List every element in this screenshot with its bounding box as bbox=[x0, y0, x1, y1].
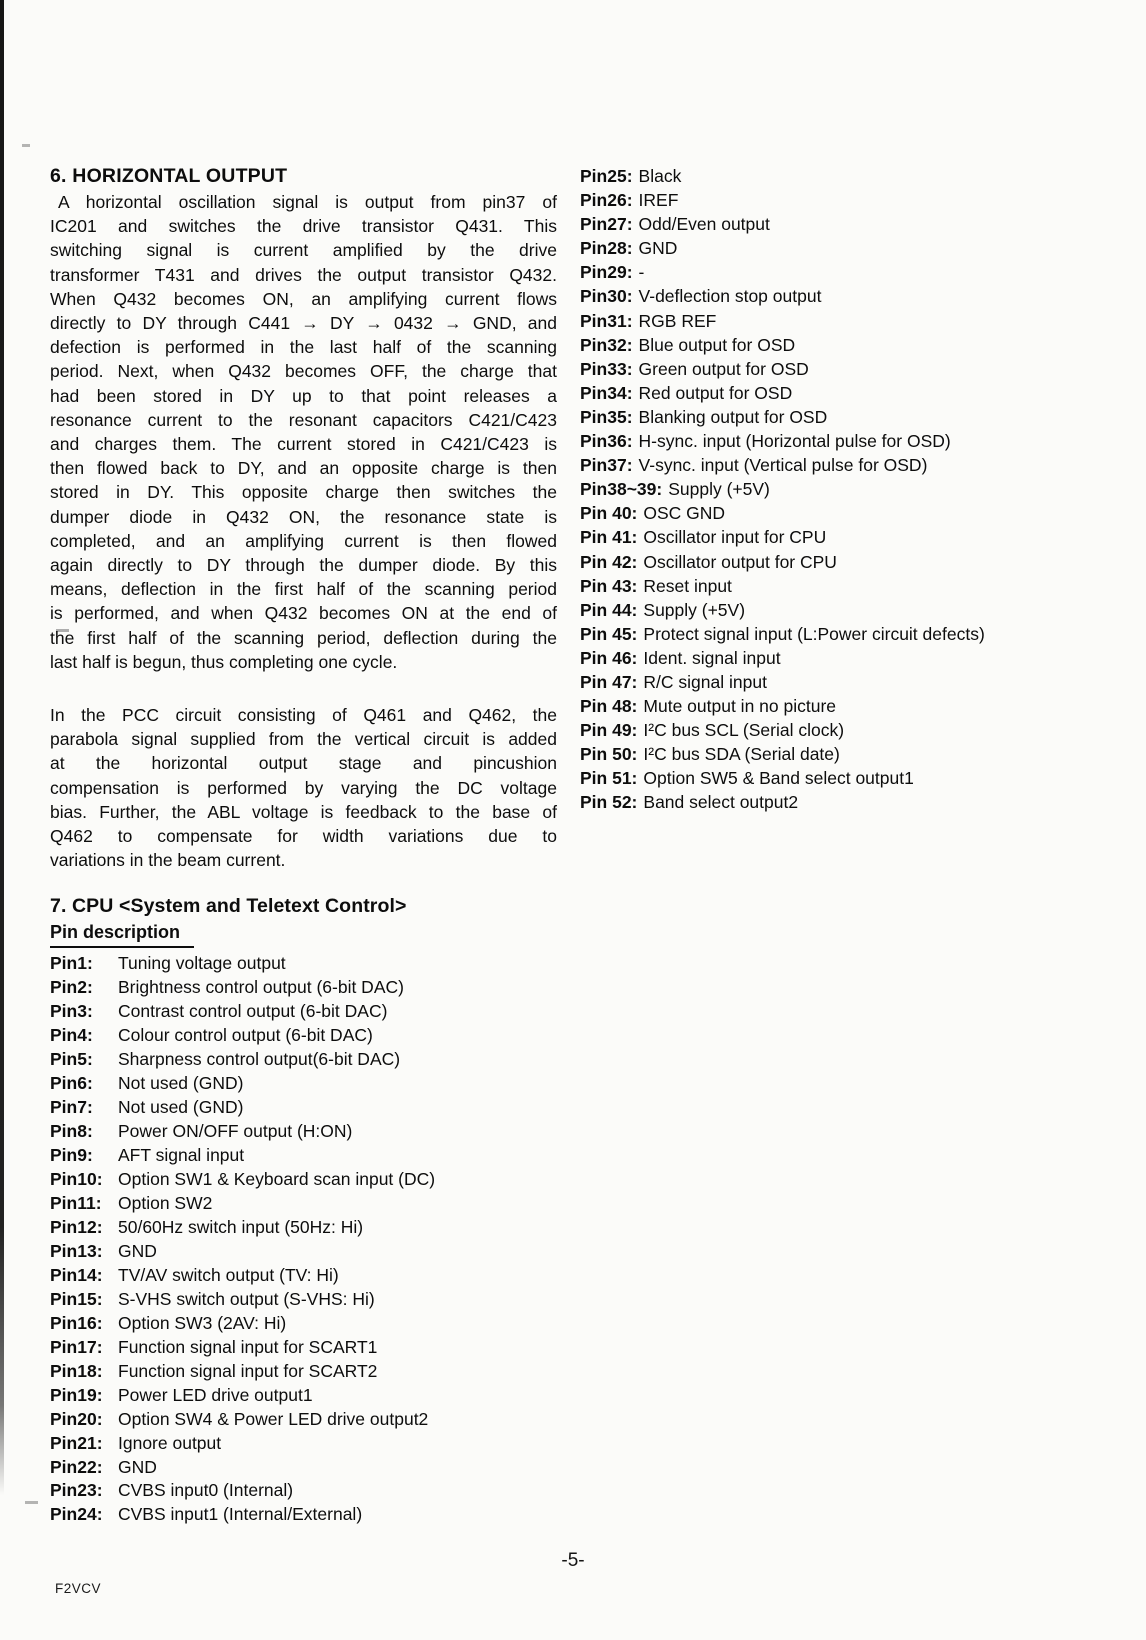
pin-description: Option SW1 & Keyboard scan input (DC) bbox=[118, 1169, 436, 1190]
text-line: variations in the beam current. bbox=[50, 850, 286, 871]
pin-description: Red output for OSD bbox=[638, 382, 793, 403]
pin-row bbox=[580, 284, 1140, 308]
pin-label: Pin11: bbox=[50, 1193, 102, 1214]
pin-row bbox=[580, 429, 1140, 453]
pin-description: Oscillator output for CPU bbox=[643, 551, 837, 572]
pin-description-subheading: Pin description bbox=[50, 919, 194, 948]
text-line: had been stored in DY up to that point releases a bbox=[50, 385, 557, 406]
section-6-paragraph-1 bbox=[50, 190, 557, 674]
pin-label: Pin20: bbox=[50, 1408, 103, 1429]
pin-description: H-sync. input (Horizontal pulse for OSD) bbox=[638, 431, 951, 452]
text-line: directly to DY through C441 → DY → 0432 → GND, and bbox=[50, 313, 557, 334]
pin-row bbox=[580, 309, 1140, 333]
pin-row bbox=[580, 333, 1140, 357]
pin-label: Pin2: bbox=[50, 977, 93, 998]
pin-description: Black bbox=[638, 166, 682, 186]
pin-row bbox=[580, 670, 1140, 694]
pin-row bbox=[50, 976, 557, 1000]
pin-row bbox=[580, 766, 1140, 790]
pin-label: Pin 51: bbox=[580, 768, 638, 789]
page-number: -5- bbox=[561, 1550, 585, 1571]
pin-description: R/C signal input bbox=[643, 671, 767, 692]
pin-label: Pin10: bbox=[50, 1169, 103, 1190]
pin-list-left bbox=[50, 952, 557, 1527]
pin-label: Pin35: bbox=[580, 406, 633, 427]
pin-row bbox=[580, 550, 1140, 574]
pin-label: Pin24: bbox=[50, 1504, 103, 1525]
text-line: In the PCC circuit consisting of Q461 and Q462, the bbox=[50, 705, 557, 726]
section-6-heading: 6. HORIZONTAL OUTPUT bbox=[50, 165, 288, 187]
pin-row bbox=[580, 477, 1140, 501]
pin-label: Pin30: bbox=[580, 286, 633, 307]
pin-description: Supply (+5V) bbox=[643, 599, 746, 620]
pin-label: Pin 52: bbox=[580, 792, 638, 813]
pin-label: Pin25: bbox=[580, 166, 633, 186]
text-line: completed, and an amplifying current is then flowed bbox=[50, 530, 557, 551]
pin-row bbox=[50, 1096, 557, 1120]
pin-description: Reset input bbox=[643, 575, 732, 596]
pin-description: I²C bus SCL (Serial clock) bbox=[643, 720, 845, 741]
pin-label: Pin14: bbox=[50, 1264, 103, 1285]
pin-label: Pin29: bbox=[580, 262, 633, 283]
pin-label: Pin 45: bbox=[580, 623, 638, 644]
pin-label: Pin27: bbox=[580, 214, 633, 235]
text-line: and charges them. The current stored in C421/C423 is bbox=[50, 434, 557, 455]
pin-row bbox=[50, 1240, 557, 1264]
pin-label: Pin4: bbox=[50, 1025, 93, 1046]
pin-row bbox=[50, 1479, 557, 1503]
pin-row bbox=[580, 260, 1140, 284]
pin-row bbox=[580, 381, 1140, 405]
pin-row bbox=[50, 1192, 557, 1216]
pin-row bbox=[50, 1048, 557, 1072]
pin-description-subheading-wrap bbox=[50, 919, 557, 948]
pin-row bbox=[580, 646, 1140, 670]
text-line: means, deflection in the first half of the scanning period bbox=[50, 579, 557, 600]
pin-label: Pin6: bbox=[50, 1073, 93, 1094]
text-line: compensation is performed by varying the DC voltage bbox=[50, 777, 557, 798]
pin-row bbox=[580, 574, 1140, 598]
pin-description: Colour control output (6-bit DAC) bbox=[118, 1025, 373, 1046]
pin-row bbox=[580, 598, 1140, 622]
pin-description: I²C bus SDA (Serial date) bbox=[643, 744, 840, 765]
pin-description: Mute output in no picture bbox=[643, 696, 837, 717]
pin-label: Pin21: bbox=[50, 1432, 103, 1453]
pin-description: Brightness control output (6-bit DAC) bbox=[118, 977, 404, 998]
scan-speck bbox=[25, 1501, 38, 1504]
pin-label: Pin18: bbox=[50, 1360, 103, 1381]
text-line: the first half of the scanning period, deflection during the bbox=[50, 627, 557, 648]
pin-label: Pin33: bbox=[580, 358, 633, 379]
pin-label: Pin38~39: bbox=[580, 479, 663, 500]
text-line: bias. Further, the ABL voltage is feedback to the base of bbox=[50, 801, 557, 822]
pin-description: AFT signal input bbox=[118, 1145, 245, 1166]
pin-row bbox=[50, 1408, 557, 1432]
pin-description: Function signal input for SCART1 bbox=[118, 1336, 378, 1357]
text-line: switching signal is current amplified by the drive bbox=[50, 240, 557, 261]
pin-description: Not used (GND) bbox=[118, 1073, 244, 1094]
text-line: Q462 to compensate for width variations due to bbox=[50, 826, 557, 847]
pin-list-right bbox=[580, 164, 1140, 815]
pin-description: GND bbox=[118, 1240, 157, 1261]
pin-description: Ignore output bbox=[118, 1432, 222, 1453]
pin-row bbox=[580, 212, 1140, 236]
pin-label: Pin32: bbox=[580, 334, 633, 355]
pin-row bbox=[580, 525, 1140, 549]
pin-label: Pin7: bbox=[50, 1097, 93, 1118]
pin-description: Option SW5 & Band select output1 bbox=[643, 768, 914, 789]
text-line: When Q432 becomes ON, an amplifying current flows bbox=[50, 288, 557, 309]
pin-label: Pin12: bbox=[50, 1216, 103, 1237]
pin-description: Sharpness control output(6-bit DAC) bbox=[118, 1049, 401, 1070]
pin-label: Pin 48: bbox=[580, 696, 638, 717]
text-line: again directly to DY through the dumper diode. By this bbox=[50, 555, 557, 576]
pin-label: Pin3: bbox=[50, 1001, 93, 1022]
text-line: dumper diode in Q432 ON, the resonance state is bbox=[50, 506, 557, 527]
pin-description: Option SW3 (2AV: Hi) bbox=[118, 1312, 287, 1333]
pin-row bbox=[50, 1168, 557, 1192]
footer-code: F2VCV bbox=[55, 1581, 102, 1596]
pin-row bbox=[580, 622, 1140, 646]
pin-label: Pin 42: bbox=[580, 551, 638, 572]
text-line: period. Next, when Q432 becomes OFF, the charge that bbox=[50, 361, 557, 382]
pin-description: 50/60Hz switch input (50Hz: Hi) bbox=[118, 1216, 364, 1237]
pin-row bbox=[50, 1360, 557, 1384]
pin-label: Pin 50: bbox=[580, 744, 638, 765]
pin-description: - bbox=[638, 262, 645, 283]
pin-label: Pin16: bbox=[50, 1312, 103, 1333]
pin-description: GND bbox=[638, 238, 678, 259]
pin-description: GND bbox=[118, 1456, 157, 1477]
text-line: IC201 and switches the drive transistor Q431. This bbox=[50, 216, 557, 237]
pin-label: Pin37: bbox=[580, 455, 633, 476]
text-line: last half is begun, thus completing one cycle. bbox=[50, 651, 398, 672]
pin-row bbox=[580, 164, 1140, 188]
pin-description: Power ON/OFF output (H:ON) bbox=[118, 1121, 353, 1142]
pin-description: OSC GND bbox=[643, 503, 726, 524]
text-line: A horizontal oscillation signal is output from pin37 of bbox=[58, 192, 557, 212]
scan-speck bbox=[22, 144, 30, 147]
pin-label: Pin15: bbox=[50, 1288, 103, 1309]
pin-description: CVBS input1 (Internal/External) bbox=[118, 1504, 363, 1525]
pin-row bbox=[580, 790, 1140, 814]
pin-label: Pin17: bbox=[50, 1336, 103, 1357]
pin-row bbox=[50, 1456, 557, 1480]
text-line: is performed, and when Q432 becomes ON at the end of bbox=[50, 603, 557, 624]
section-6-paragraph-2 bbox=[50, 703, 557, 872]
pin-description: Function signal input for SCART2 bbox=[118, 1360, 378, 1381]
pin-row bbox=[50, 1216, 557, 1240]
pin-row bbox=[50, 1336, 557, 1360]
pin-row bbox=[580, 694, 1140, 718]
pin-row bbox=[50, 1503, 557, 1527]
pin-label: Pin5: bbox=[50, 1049, 93, 1070]
pin-row bbox=[50, 1120, 557, 1144]
pin-description: Supply (+5V) bbox=[668, 479, 770, 500]
pin-row bbox=[50, 952, 557, 976]
pin-label: Pin34: bbox=[580, 382, 633, 403]
pin-row bbox=[580, 453, 1140, 477]
pin-description: IREF bbox=[638, 190, 679, 211]
pin-row bbox=[50, 1000, 557, 1024]
pin-row bbox=[50, 1264, 557, 1288]
pin-description: S-VHS switch output (S-VHS: Hi) bbox=[118, 1288, 375, 1309]
pin-row bbox=[580, 188, 1140, 212]
scan-edge-artifact bbox=[0, 0, 4, 1495]
pin-description: RGB REF bbox=[638, 310, 717, 331]
pin-description: Protect signal input (L:Power circuit defects) bbox=[643, 623, 985, 644]
pin-row bbox=[580, 405, 1140, 429]
pin-label: Pin 44: bbox=[580, 599, 638, 620]
pin-description: V-deflection stop output bbox=[638, 286, 822, 307]
pin-description: Blanking output for OSD bbox=[638, 406, 828, 427]
pin-label: Pin26: bbox=[580, 190, 633, 211]
pin-row bbox=[580, 718, 1140, 742]
pin-label: Pin28: bbox=[580, 238, 633, 259]
pin-description: Oscillator input for CPU bbox=[643, 527, 827, 548]
pin-row bbox=[50, 1432, 557, 1456]
pin-label: Pin 40: bbox=[580, 503, 638, 524]
pin-description: Contrast control output (6-bit DAC) bbox=[118, 1001, 388, 1022]
pin-description: TV/AV switch output (TV: Hi) bbox=[118, 1264, 339, 1285]
text-line: then flowed back to DY, and an opposite charge is then bbox=[50, 458, 557, 479]
pin-description: Tuning voltage output bbox=[118, 953, 286, 974]
right-column bbox=[580, 0, 1140, 815]
pin-label: Pin8: bbox=[50, 1121, 93, 1142]
pin-label: Pin 46: bbox=[580, 647, 638, 668]
pin-description: Option SW2 bbox=[118, 1193, 213, 1214]
left-column bbox=[50, 0, 557, 1527]
pin-label: Pin13: bbox=[50, 1240, 103, 1261]
pin-label: Pin36: bbox=[580, 431, 633, 452]
pin-row bbox=[50, 1312, 557, 1336]
pin-row bbox=[580, 501, 1140, 525]
pin-description: Band select output2 bbox=[643, 792, 799, 813]
pin-row bbox=[580, 236, 1140, 260]
pin-row bbox=[50, 1072, 557, 1096]
pin-label: Pin19: bbox=[50, 1384, 103, 1405]
pin-description: Odd/Even output bbox=[638, 214, 770, 235]
pin-label: Pin23: bbox=[50, 1480, 103, 1501]
pin-description: Green output for OSD bbox=[638, 358, 809, 379]
pin-row bbox=[50, 1144, 557, 1168]
pin-label: Pin9: bbox=[50, 1145, 93, 1166]
text-line: defection is performed in the last half of the scanning bbox=[50, 337, 557, 358]
pin-label: Pin 47: bbox=[580, 671, 638, 692]
pin-description: V-sync. input (Vertical pulse for OSD) bbox=[638, 455, 928, 476]
pin-row bbox=[50, 1384, 557, 1408]
text-line: at the horizontal output stage and pincushion bbox=[50, 753, 557, 774]
pin-label: Pin 43: bbox=[580, 575, 638, 596]
pin-row bbox=[580, 742, 1140, 766]
pin-label: Pin31: bbox=[580, 310, 633, 331]
pin-label: Pin 41: bbox=[580, 527, 638, 548]
text-line: parabola signal supplied from the vertical circuit is added bbox=[50, 729, 557, 750]
pin-description: Blue output for OSD bbox=[638, 334, 796, 355]
pin-row bbox=[50, 1288, 557, 1312]
pin-description: Option SW4 & Power LED drive output2 bbox=[118, 1408, 429, 1429]
pin-row bbox=[50, 1024, 557, 1048]
text-line: stored in DY. This opposite charge then switches the bbox=[50, 482, 557, 503]
pin-label: Pin 49: bbox=[580, 720, 638, 741]
pin-label: Pin1: bbox=[50, 953, 93, 974]
pin-label: Pin22: bbox=[50, 1456, 103, 1477]
pin-description: Power LED drive output1 bbox=[118, 1384, 313, 1405]
pin-description: Not used (GND) bbox=[118, 1097, 244, 1118]
pin-description: Ident. signal input bbox=[643, 647, 781, 668]
text-line: transformer T431 and drives the output transistor Q432. bbox=[50, 264, 557, 285]
pin-description: CVBS input0 (Internal) bbox=[118, 1480, 294, 1501]
text-line: resonance current to the resonant capacitors C421/C423 bbox=[50, 409, 557, 430]
pin-row bbox=[580, 357, 1140, 381]
section-7-heading: 7. CPU <System and Teletext Control> bbox=[50, 895, 407, 918]
